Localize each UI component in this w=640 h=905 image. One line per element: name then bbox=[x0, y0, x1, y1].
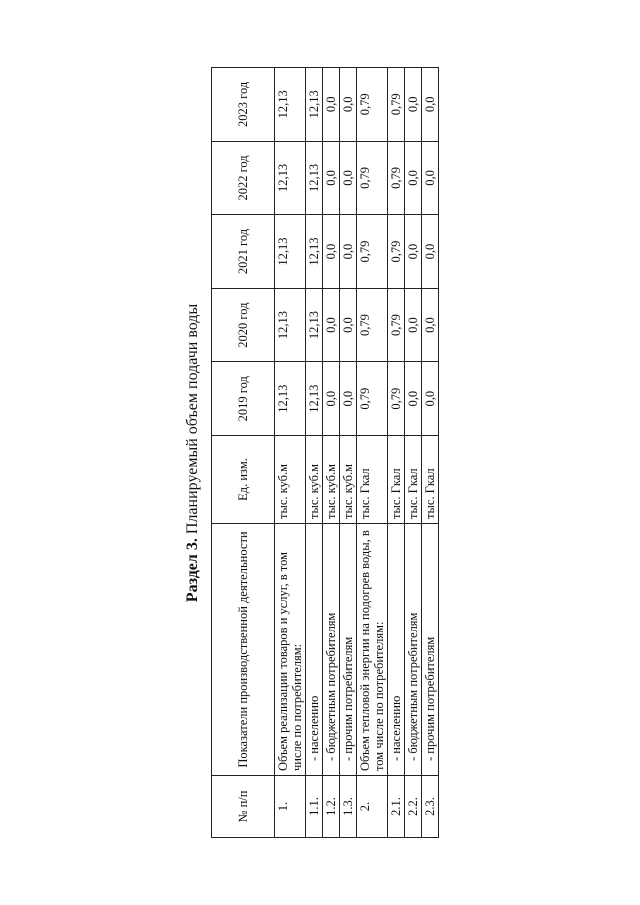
header-cell: 2019 год bbox=[212, 361, 275, 435]
value-cell: 12,13 bbox=[275, 214, 306, 288]
table-row bbox=[340, 67, 357, 837]
value-cell: 12,13 bbox=[306, 288, 323, 362]
value-cell: 0,0 bbox=[405, 361, 422, 435]
value-cell: 0,0 bbox=[323, 141, 340, 215]
unit-cell: тыс. куб.м bbox=[323, 435, 340, 523]
value-cell: 0,79 bbox=[357, 361, 388, 435]
unit-cell: тыс. Гкал bbox=[357, 435, 388, 523]
value-cell: 0,79 bbox=[388, 361, 405, 435]
value-cell: 0,0 bbox=[340, 361, 357, 435]
header-cell: № п/п bbox=[212, 775, 275, 837]
value-cell: 0,79 bbox=[388, 141, 405, 215]
table-row bbox=[323, 67, 340, 837]
table-row bbox=[306, 67, 323, 837]
value-cell: 0,0 bbox=[422, 214, 439, 288]
table-body bbox=[275, 67, 439, 837]
table-row bbox=[422, 67, 439, 837]
value-cell: 0,0 bbox=[405, 67, 422, 141]
header-cell: 2023 год bbox=[212, 67, 275, 141]
row-number-cell: 2. bbox=[357, 775, 388, 837]
value-cell: 0,0 bbox=[340, 214, 357, 288]
header-cell: 2022 год bbox=[212, 141, 275, 215]
rotated-content bbox=[175, 68, 465, 838]
value-cell: 12,13 bbox=[275, 141, 306, 215]
value-cell: 0,79 bbox=[357, 67, 388, 141]
indicator-cell: - населению bbox=[306, 523, 323, 775]
unit-cell: тыс. куб.м bbox=[306, 435, 323, 523]
value-cell: 0,79 bbox=[388, 214, 405, 288]
value-cell: 0,0 bbox=[422, 67, 439, 141]
row-number-cell: 1.1. bbox=[306, 775, 323, 837]
row-number-cell: 2.1. bbox=[388, 775, 405, 837]
value-cell: 0,79 bbox=[388, 67, 405, 141]
unit-cell: тыс. Гкал bbox=[405, 435, 422, 523]
indicator-cell: - бюджетным потребителям bbox=[405, 523, 422, 775]
value-cell: 0,0 bbox=[405, 214, 422, 288]
value-cell: 0,0 bbox=[323, 67, 340, 141]
indicator-cell: - бюджетным потребителям bbox=[323, 523, 340, 775]
value-cell: 0,0 bbox=[323, 288, 340, 362]
value-cell: 0,0 bbox=[405, 288, 422, 362]
value-cell: 12,13 bbox=[306, 67, 323, 141]
indicator-cell: Объем тепловой энергии на подогрев воды, в том числе по потребителям: bbox=[357, 523, 388, 775]
value-cell: 0,0 bbox=[323, 214, 340, 288]
value-cell: 0,0 bbox=[340, 288, 357, 362]
value-cell: 0,0 bbox=[405, 141, 422, 215]
value-cell: 0,79 bbox=[388, 288, 405, 362]
unit-cell: тыс. куб.м bbox=[275, 435, 306, 523]
row-number-cell: 1.2. bbox=[323, 775, 340, 837]
value-cell: 0,0 bbox=[340, 141, 357, 215]
header-cell: Показатели производственной деятельности bbox=[212, 523, 275, 775]
section-title-text: Планируемый объем подачи воды bbox=[184, 303, 201, 534]
row-number-cell: 2.3. bbox=[422, 775, 439, 837]
row-number-cell: 2.2. bbox=[405, 775, 422, 837]
indicator-cell: - прочим потребителям bbox=[422, 523, 439, 775]
unit-cell: тыс. Гкал bbox=[422, 435, 439, 523]
value-cell: 12,13 bbox=[306, 141, 323, 215]
indicator-cell: - прочим потребителям bbox=[340, 523, 357, 775]
value-cell: 0,0 bbox=[323, 361, 340, 435]
unit-cell: тыс. Гкал bbox=[388, 435, 405, 523]
value-cell: 0,0 bbox=[422, 288, 439, 362]
unit-cell: тыс. куб.м bbox=[340, 435, 357, 523]
value-cell: 0,0 bbox=[422, 141, 439, 215]
header-cell: Ед. изм. bbox=[212, 435, 275, 523]
table-row bbox=[275, 67, 306, 837]
value-cell: 0,0 bbox=[422, 361, 439, 435]
value-cell: 0,79 bbox=[357, 214, 388, 288]
row-number-cell: 1. bbox=[275, 775, 306, 837]
indicator-cell: Объем реализации товаров и услуг, в том числе по потребителям: bbox=[275, 523, 306, 775]
section-number: Раздел 3. bbox=[184, 537, 201, 602]
planned-water-supply-table bbox=[211, 67, 439, 838]
table-row bbox=[357, 67, 388, 837]
header-cell: 2020 год bbox=[212, 288, 275, 362]
header-cell: 2021 год bbox=[212, 214, 275, 288]
row-number-cell: 1.3. bbox=[340, 775, 357, 837]
table-row bbox=[388, 67, 405, 837]
value-cell: 0,79 bbox=[357, 288, 388, 362]
table-row bbox=[405, 67, 422, 837]
value-cell: 12,13 bbox=[275, 67, 306, 141]
value-cell: 0,0 bbox=[340, 67, 357, 141]
value-cell: 12,13 bbox=[306, 361, 323, 435]
section-title bbox=[175, 68, 211, 838]
value-cell: 12,13 bbox=[275, 288, 306, 362]
value-cell: 12,13 bbox=[306, 214, 323, 288]
value-cell: 0,79 bbox=[357, 141, 388, 215]
indicator-cell: - населению bbox=[388, 523, 405, 775]
value-cell: 12,13 bbox=[275, 361, 306, 435]
table-header-row bbox=[212, 67, 275, 837]
